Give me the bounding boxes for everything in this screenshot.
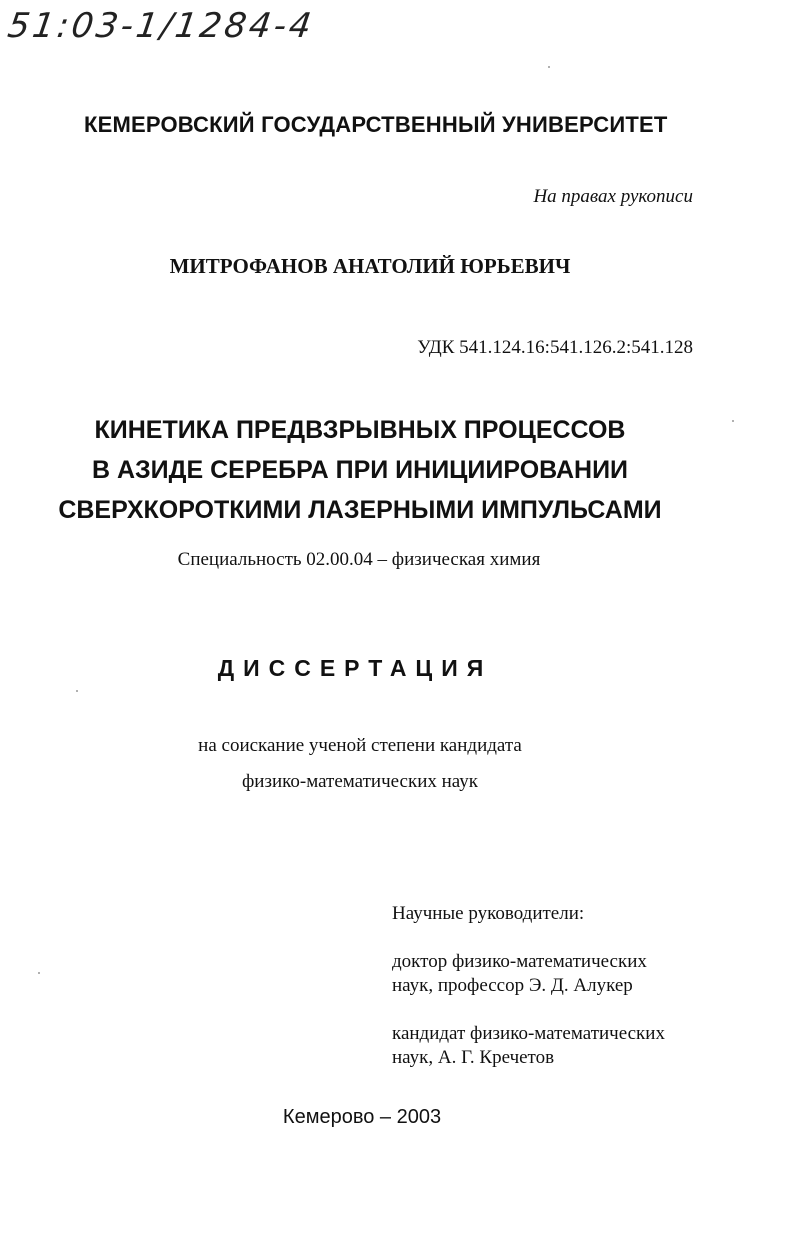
title-line-3: СВЕРХКОРОТКИМИ ЛАЗЕРНЫМИ ИМПУЛЬСАМИ (58, 496, 662, 524)
degree-line-2: физико-математических наук (241, 771, 479, 792)
udc-code: УДК 541.124.16:541.126.2:541.128 (417, 337, 693, 358)
supervisor-1-line-1: доктор физико-математических (392, 951, 647, 972)
university-name: КЕМЕРОВСКИЙ ГОСУДАРСТВЕННЫЙ УНИВЕРСИТЕТ (84, 112, 668, 137)
supervisor-2-line-1: кандидат физико-математических (392, 1023, 665, 1044)
scan-speck (732, 420, 734, 422)
supervisor-1-line-2: наук, профессор Э. Д. Алукер (392, 975, 633, 996)
manuscript-rights-note: На правах рукописи (533, 186, 693, 207)
supervisors-heading: Научные руководители: (392, 903, 585, 924)
handwritten-archive-number: 51:03-1/1284-4 (5, 6, 317, 46)
supervisor-2-line-2: наук, А. Г. Кречетов (392, 1047, 555, 1068)
city-year: Кемерово – 2003 (282, 1106, 442, 1128)
scan-speck (548, 66, 550, 68)
title-line-2: В АЗИДЕ СЕРЕБРА ПРИ ИНИЦИИРОВАНИИ (91, 456, 629, 484)
author-name: МИТРОФАНОВ АНАТОЛИЙ ЮРЬЕВИЧ (169, 254, 571, 278)
scan-speck (76, 690, 78, 692)
document-type-heading: ДИССЕРТАЦИЯ (217, 655, 493, 681)
degree-line-1: на соискание ученой степени кандидата (198, 735, 522, 756)
title-line-1: КИНЕТИКА ПРЕДВЗРЫВНЫХ ПРОЦЕССОВ (94, 416, 626, 444)
specialty: Специальность 02.00.04 – физическая химия (177, 549, 541, 570)
scan-speck (38, 972, 40, 974)
